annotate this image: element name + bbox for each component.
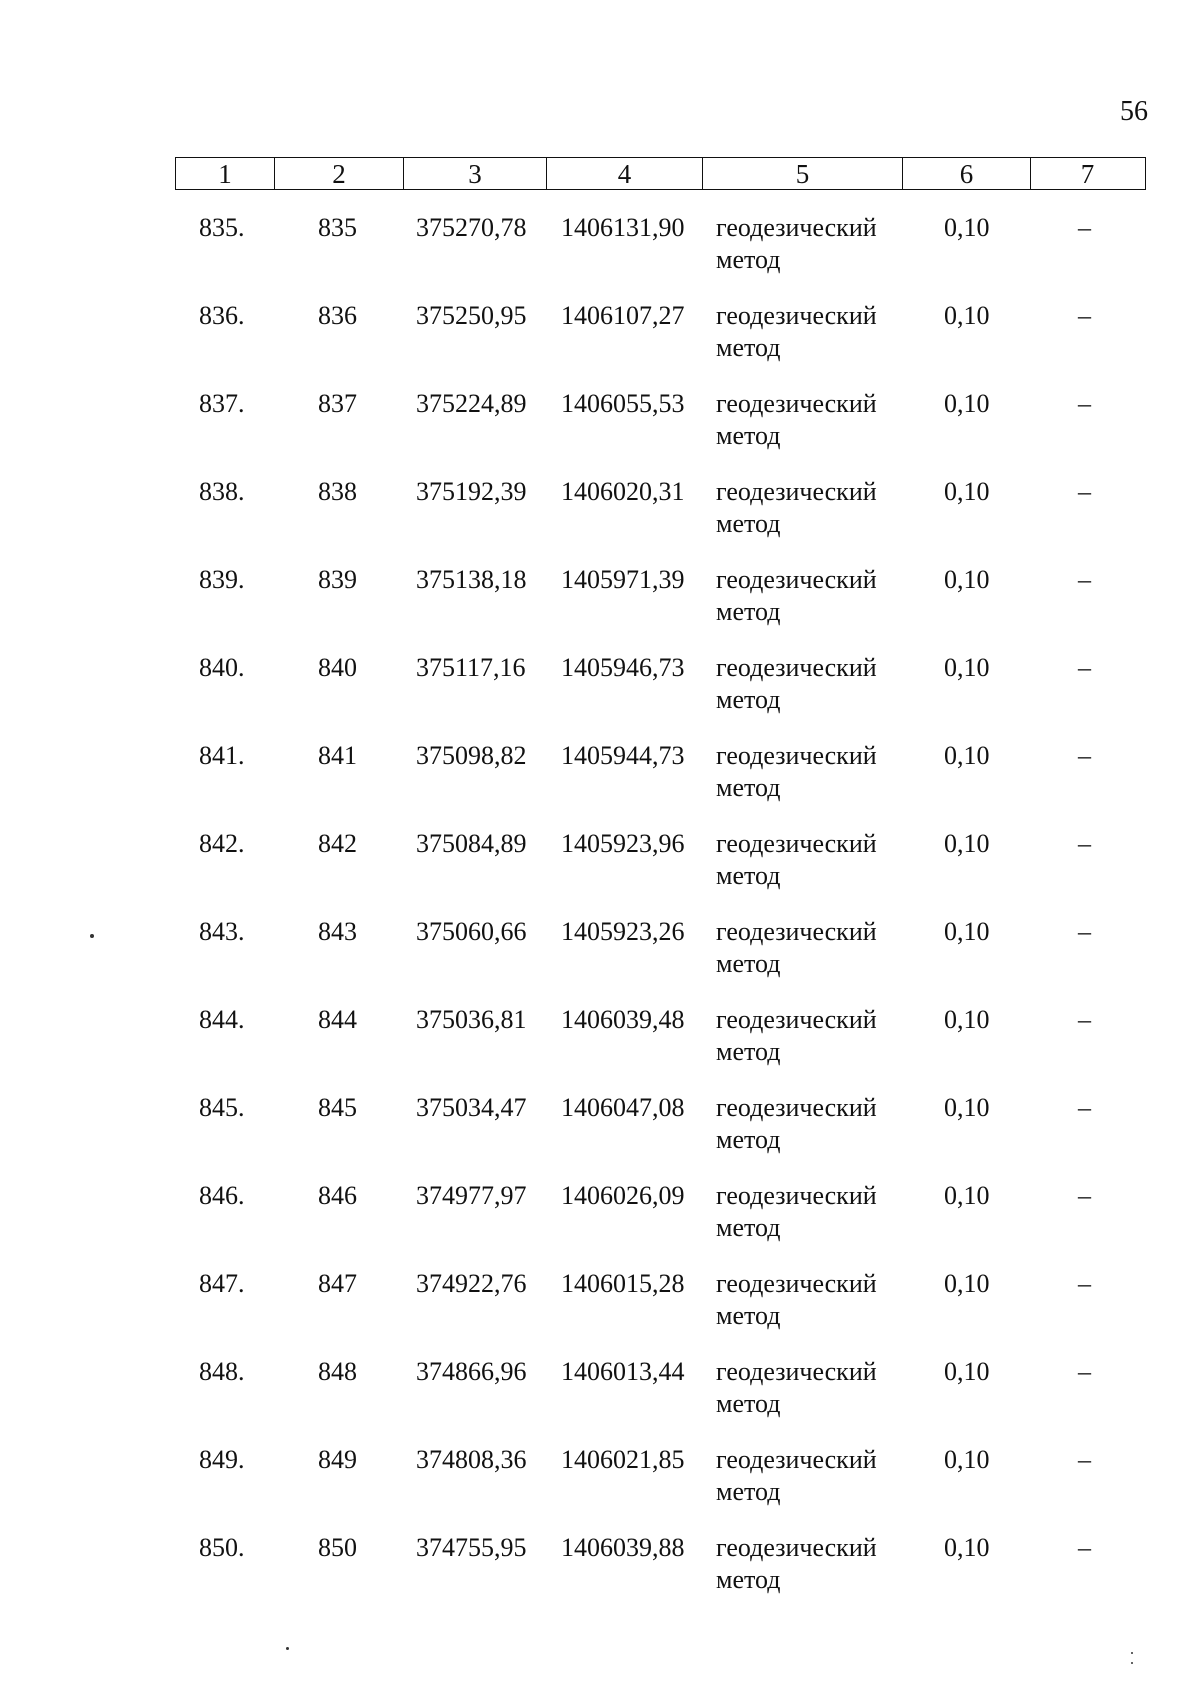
note: – bbox=[1078, 1533, 1091, 1562]
method bbox=[716, 828, 877, 892]
coord-y: 1406107,27 bbox=[561, 301, 685, 330]
header-col-7: 7 bbox=[1080, 159, 1095, 189]
point-id: 848 bbox=[318, 1357, 357, 1386]
row-number: 841. bbox=[199, 741, 245, 770]
note: – bbox=[1078, 1181, 1091, 1210]
point-id: 837 bbox=[318, 389, 357, 418]
table-row bbox=[0, 564, 1200, 652]
coord-y: 1405923,26 bbox=[561, 917, 685, 946]
row-number: 838. bbox=[199, 477, 245, 506]
coord-y: 1405946,73 bbox=[561, 653, 685, 682]
point-id: 845 bbox=[318, 1093, 357, 1122]
table-row bbox=[0, 740, 1200, 828]
method bbox=[716, 1268, 877, 1332]
table-row bbox=[0, 1532, 1200, 1620]
precision: 0,10 bbox=[944, 1181, 990, 1210]
method-line-1: геодезический bbox=[716, 1005, 877, 1034]
point-id: 847 bbox=[318, 1269, 357, 1298]
point-id: 849 bbox=[318, 1445, 357, 1474]
header-col-4: 4 bbox=[547, 158, 703, 189]
method-line-2: метод bbox=[716, 1037, 781, 1066]
precision: 0,10 bbox=[944, 1005, 990, 1034]
method bbox=[716, 212, 877, 276]
coord-x: 375060,66 bbox=[416, 917, 527, 946]
coord-x: 374755,95 bbox=[416, 1533, 527, 1562]
method-line-1: геодезический bbox=[716, 213, 877, 242]
precision: 0,10 bbox=[944, 565, 990, 594]
table-row bbox=[0, 1092, 1200, 1180]
point-id: 850 bbox=[318, 1533, 357, 1562]
precision: 0,10 bbox=[944, 741, 990, 770]
method bbox=[716, 1356, 877, 1420]
row-number: 847. bbox=[199, 1269, 245, 1298]
method-line-2: метод bbox=[716, 333, 781, 362]
note: – bbox=[1078, 1357, 1091, 1386]
method-line-1: геодезический bbox=[716, 477, 877, 506]
coord-x: 375224,89 bbox=[416, 389, 527, 418]
method-line-2: метод bbox=[716, 685, 781, 714]
note: – bbox=[1078, 389, 1091, 418]
coord-x: 375084,89 bbox=[416, 829, 527, 858]
method-line-1: геодезический bbox=[716, 653, 877, 682]
row-number: 840. bbox=[199, 653, 245, 682]
point-id: 835 bbox=[318, 213, 357, 242]
row-number: 846. bbox=[199, 1181, 245, 1210]
coord-y: 1406026,09 bbox=[561, 1181, 685, 1210]
table-row bbox=[0, 1356, 1200, 1444]
coord-y: 1406047,08 bbox=[561, 1093, 685, 1122]
coord-x: 375270,78 bbox=[416, 213, 527, 242]
coord-y: 1406013,44 bbox=[561, 1357, 685, 1386]
point-id: 844 bbox=[318, 1005, 357, 1034]
method-line-1: геодезический bbox=[716, 1269, 877, 1298]
table-row bbox=[0, 388, 1200, 476]
method-line-2: метод bbox=[716, 509, 781, 538]
method bbox=[716, 1180, 877, 1244]
method bbox=[716, 476, 877, 540]
coord-y: 1405944,73 bbox=[561, 741, 685, 770]
row-number: 839. bbox=[199, 565, 245, 594]
precision: 0,10 bbox=[944, 213, 990, 242]
coord-y: 1405923,96 bbox=[561, 829, 685, 858]
method bbox=[716, 564, 877, 628]
method-line-2: метод bbox=[716, 949, 781, 978]
method bbox=[716, 652, 877, 716]
coord-y: 1406039,88 bbox=[561, 1533, 685, 1562]
row-number: 850. bbox=[199, 1533, 245, 1562]
table-row bbox=[0, 1268, 1200, 1356]
header-col-5: 5 bbox=[703, 158, 903, 189]
coord-y: 1406131,90 bbox=[561, 213, 685, 242]
page-number: 56 bbox=[1120, 96, 1148, 127]
table-row bbox=[0, 300, 1200, 388]
coord-x: 375192,39 bbox=[416, 477, 527, 506]
note: – bbox=[1078, 741, 1091, 770]
method-line-1: геодезический bbox=[716, 741, 877, 770]
point-id: 838 bbox=[318, 477, 357, 506]
method bbox=[716, 916, 877, 980]
coord-x: 374922,76 bbox=[416, 1269, 527, 1298]
method-line-2: метод bbox=[716, 1213, 781, 1242]
method-line-2: метод bbox=[716, 1301, 781, 1330]
method bbox=[716, 1004, 877, 1068]
method-line-1: геодезический bbox=[716, 389, 877, 418]
row-number: 845. bbox=[199, 1093, 245, 1122]
table-row bbox=[0, 916, 1200, 1004]
coord-y: 1406055,53 bbox=[561, 389, 685, 418]
method-line-1: геодезический bbox=[716, 1093, 877, 1122]
row-number: 848. bbox=[199, 1357, 245, 1386]
precision: 0,10 bbox=[944, 301, 990, 330]
table-row bbox=[0, 828, 1200, 916]
coord-y: 1406015,28 bbox=[561, 1269, 685, 1298]
row-number: 844. bbox=[199, 1005, 245, 1034]
method-line-2: метод bbox=[716, 1125, 781, 1154]
method bbox=[716, 1532, 877, 1596]
scan-speck bbox=[90, 934, 94, 938]
table-body bbox=[0, 212, 1200, 1620]
method-line-1: геодезический bbox=[716, 1533, 877, 1562]
header-col-6: 6 bbox=[903, 158, 1031, 189]
precision: 0,10 bbox=[944, 389, 990, 418]
precision: 0,10 bbox=[944, 477, 990, 506]
precision: 0,10 bbox=[944, 917, 990, 946]
note: – bbox=[1078, 1269, 1091, 1298]
method-line-1: геодезический bbox=[716, 1181, 877, 1210]
coord-y: 1406021,85 bbox=[561, 1445, 685, 1474]
table-row bbox=[0, 1004, 1200, 1092]
method-line-2: метод bbox=[716, 861, 781, 890]
note: – bbox=[1078, 213, 1091, 242]
method bbox=[716, 1092, 877, 1156]
method-line-2: метод bbox=[716, 1565, 781, 1594]
precision: 0,10 bbox=[944, 1269, 990, 1298]
method-line-1: геодезический bbox=[716, 301, 877, 330]
header-col-2: 2 bbox=[275, 158, 404, 189]
note: – bbox=[1078, 829, 1091, 858]
note: – bbox=[1078, 1093, 1091, 1122]
table-row bbox=[0, 1444, 1200, 1532]
point-id: 839 bbox=[318, 565, 357, 594]
row-number: 835. bbox=[199, 213, 245, 242]
coord-x: 375117,16 bbox=[416, 653, 526, 682]
point-id: 846 bbox=[318, 1181, 357, 1210]
method-line-2: метод bbox=[716, 597, 781, 626]
note: – bbox=[1078, 565, 1091, 594]
coord-x: 375036,81 bbox=[416, 1005, 527, 1034]
precision: 0,10 bbox=[944, 653, 990, 682]
coord-x: 374977,97 bbox=[416, 1181, 527, 1210]
point-id: 841 bbox=[318, 741, 357, 770]
coord-x: 375034,47 bbox=[416, 1093, 527, 1122]
scan-speck bbox=[1131, 1662, 1133, 1664]
row-number: 842. bbox=[199, 829, 245, 858]
method bbox=[716, 1444, 877, 1508]
note: – bbox=[1078, 917, 1091, 946]
note: – bbox=[1078, 653, 1091, 682]
scan-speck bbox=[1131, 1652, 1133, 1654]
point-id: 842 bbox=[318, 829, 357, 858]
precision: 0,10 bbox=[944, 1357, 990, 1386]
note: – bbox=[1078, 477, 1091, 506]
header-col-1: 1 bbox=[176, 158, 275, 189]
row-number: 837. bbox=[199, 389, 245, 418]
table-row bbox=[0, 212, 1200, 300]
point-id: 836 bbox=[318, 301, 357, 330]
coord-x: 374808,36 bbox=[416, 1445, 527, 1474]
point-id: 840 bbox=[318, 653, 357, 682]
row-number: 849. bbox=[199, 1445, 245, 1474]
method bbox=[716, 740, 877, 804]
coord-x: 374866,96 bbox=[416, 1357, 527, 1386]
method-line-2: метод bbox=[716, 245, 781, 274]
method-line-1: геодезический bbox=[716, 1357, 877, 1386]
point-id: 843 bbox=[318, 917, 357, 946]
header-col-3: 3 bbox=[404, 158, 547, 189]
coord-y: 1405971,39 bbox=[561, 565, 685, 594]
note: – bbox=[1078, 1445, 1091, 1474]
row-number: 836. bbox=[199, 301, 245, 330]
coord-x: 375098,82 bbox=[416, 741, 527, 770]
note: – bbox=[1078, 301, 1091, 330]
method bbox=[716, 300, 877, 364]
precision: 0,10 bbox=[944, 1533, 990, 1562]
row-number: 843. bbox=[199, 917, 245, 946]
method-line-2: метод bbox=[716, 1389, 781, 1418]
table-row bbox=[0, 1180, 1200, 1268]
method bbox=[716, 388, 877, 452]
table-header bbox=[175, 157, 1146, 190]
table-row bbox=[0, 476, 1200, 564]
coord-y: 1406039,48 bbox=[561, 1005, 685, 1034]
method-line-1: геодезический bbox=[716, 829, 877, 858]
method-line-1: геодезический bbox=[716, 565, 877, 594]
table-row bbox=[0, 652, 1200, 740]
scan-speck bbox=[286, 1647, 289, 1650]
precision: 0,10 bbox=[944, 1093, 990, 1122]
precision: 0,10 bbox=[944, 829, 990, 858]
method-line-2: метод bbox=[716, 1477, 781, 1506]
method-line-1: геодезический bbox=[716, 917, 877, 946]
method-line-1: геодезический bbox=[716, 1445, 877, 1474]
note: – bbox=[1078, 1005, 1091, 1034]
coord-x: 375250,95 bbox=[416, 301, 527, 330]
coord-x: 375138,18 bbox=[416, 565, 527, 594]
method-line-2: метод bbox=[716, 773, 781, 802]
precision: 0,10 bbox=[944, 1445, 990, 1474]
method-line-2: метод bbox=[716, 421, 781, 450]
coord-y: 1406020,31 bbox=[561, 477, 685, 506]
